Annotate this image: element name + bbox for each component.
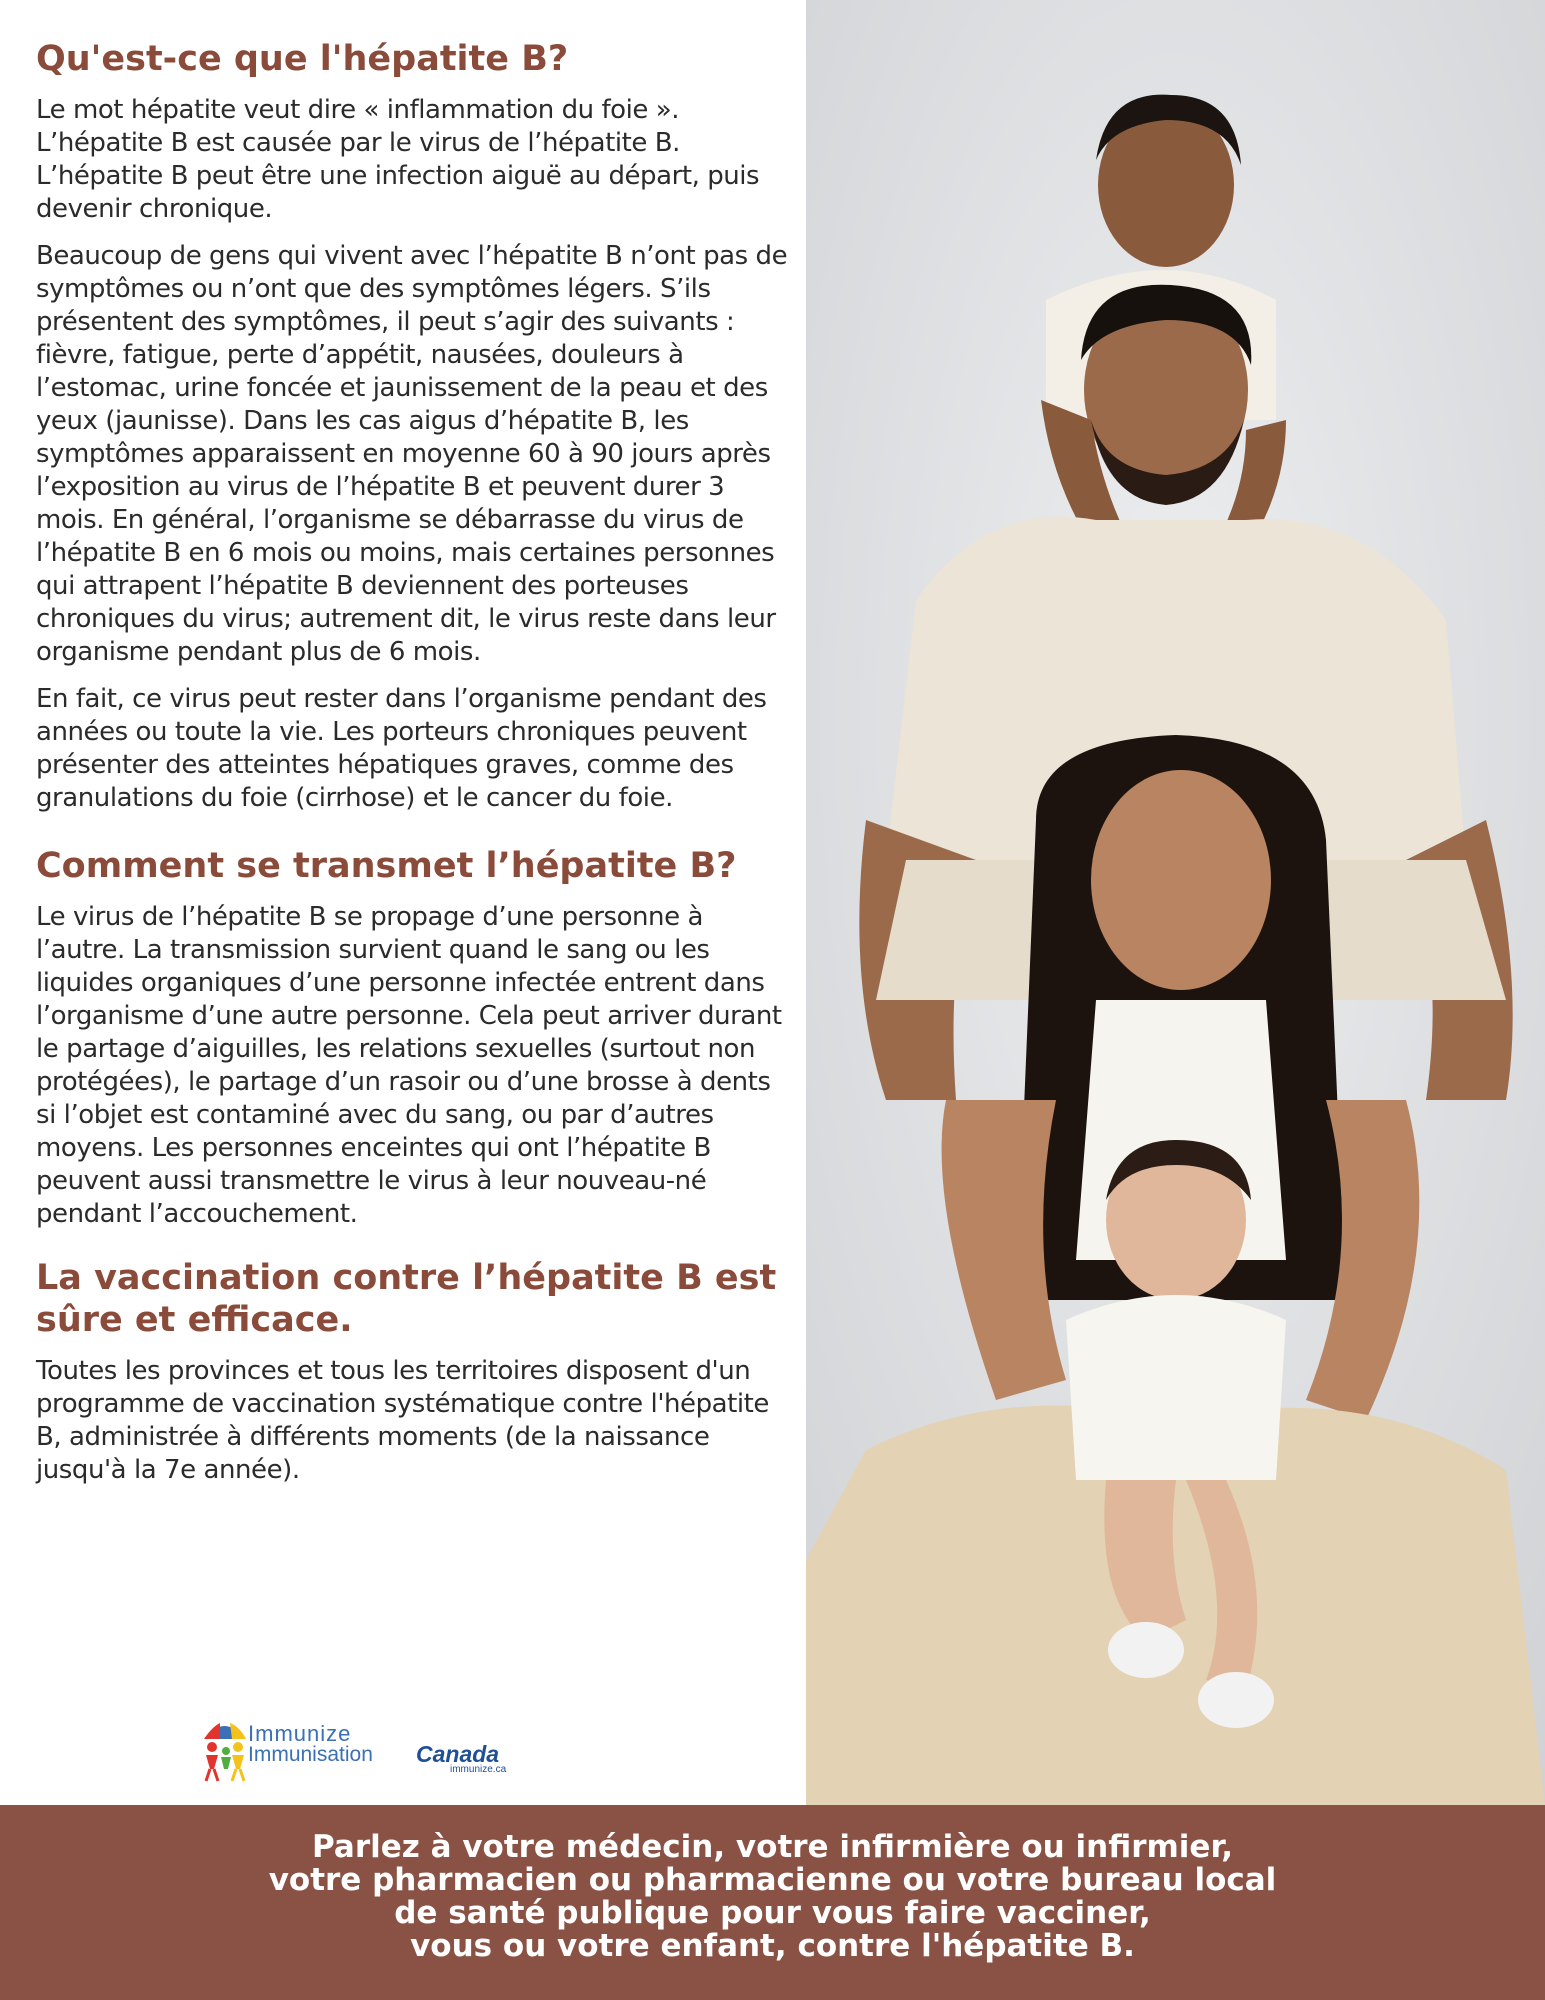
paragraph-symptoms: Beaucoup de gens qui vivent avec l’hépatite B n’ont pas de symptômes ou n’ont que des symptômes légers. S’ils présentent des symptômes, il peut s’agir des suivants : fièvre, fatigue, perte d’appétit, nausées, douleurs à l’estomac, urine foncée et jaunissement de la peau et des yeux (jaunisse). Dans les cas aigus d’hépatite B, les symptômes apparaissent en moyenne 60 à 90 jours après l’exposition au virus de l’hépatite B et peuvent durer 3 mois. En général, l’organisme se débarrasse du virus de l’hépatite B en 6 mois ou moins, mais certaines personnes qui attrapent l’hépatite B deviennent des porteuses chroniques du virus; autrement dit, le virus reste dans leur organisme pendant plus de 6 mois. [36,241,788,667]
call-to-action-banner [0,1805,1545,2000]
footer-line-3: de santé publique pour vous faire vacciner, [394,1895,1151,1931]
footer-line-2: votre pharmacien ou pharmacienne ou votre bureau local [268,1862,1277,1898]
family-photo-illustration [806,0,1545,1805]
immunize-canada-logo[interactable] [200,1717,540,1783]
paragraph-chronic: En fait, ce virus peut rester dans l’organisme pendant des années ou toute la vie. Les porteurs chroniques peuvent présenter des atteintes hépatiques graves, comme des granulations du foie (cirrhose) et le cancer du foie. [36,684,767,813]
umbrella-family-icon [200,1717,248,1783]
heading-transmission: Comment se transmet l’hépatite B? [36,846,737,886]
paragraph-definition: Le mot hépatite veut dire « inflammation du foie ». L’hépatite B est causée par le virus de l’hépatite B. L’hépatite B peut être une infection aiguë au départ, puis devenir chronique. [36,95,760,224]
heading-vaccination: La vaccination contre l’hépatite B est sûre et efficace. [36,1258,777,1340]
logo-immunisation-text: Immunisation [248,1743,373,1766]
article-column [36,38,796,1501]
family-photo [806,0,1545,1805]
logo-immunize-text: Immunize [248,1721,352,1746]
paragraph-transmission: Le virus de l’hépatite B se propage d’une personne à l’autre. La transmission survient quand le sang ou les liquides organiques d’une personne infectée entrent dans l’organisme d’une autre personne. Cela peut arriver durant le partage d’aiguilles, les relations sexuelles (surtout non protégées), le partage d’un rasoir ou d’une brosse à dents si l’objet est contaminé avec du sang, ou par d’autres moyens. Les personnes enceintes qui ont l’hépatite B peuvent aussi transmettre le virus à leur nouveau-né pendant l’accouchement. [36,902,782,1229]
footer-line-4: vous ou votre enfant, contre l'hépatite B. [410,1928,1135,1964]
logo-canada-text: Canada [416,1741,500,1767]
logo-site-text: immunize.ca [450,1764,507,1775]
footer-line-1: Parlez à votre médecin, votre infirmière ou infirmier, [312,1829,1233,1865]
paragraph-vaccination-programs: Toutes les provinces et tous les territoires disposent d'un programme de vaccination systématique contre l'hépatite B, administrée à différents moments (de la naissance jusqu'à la 7e année). [36,1356,769,1485]
heading-what-is-hepatitis-b: Qu'est-ce que l'hépatite B? [36,39,569,79]
